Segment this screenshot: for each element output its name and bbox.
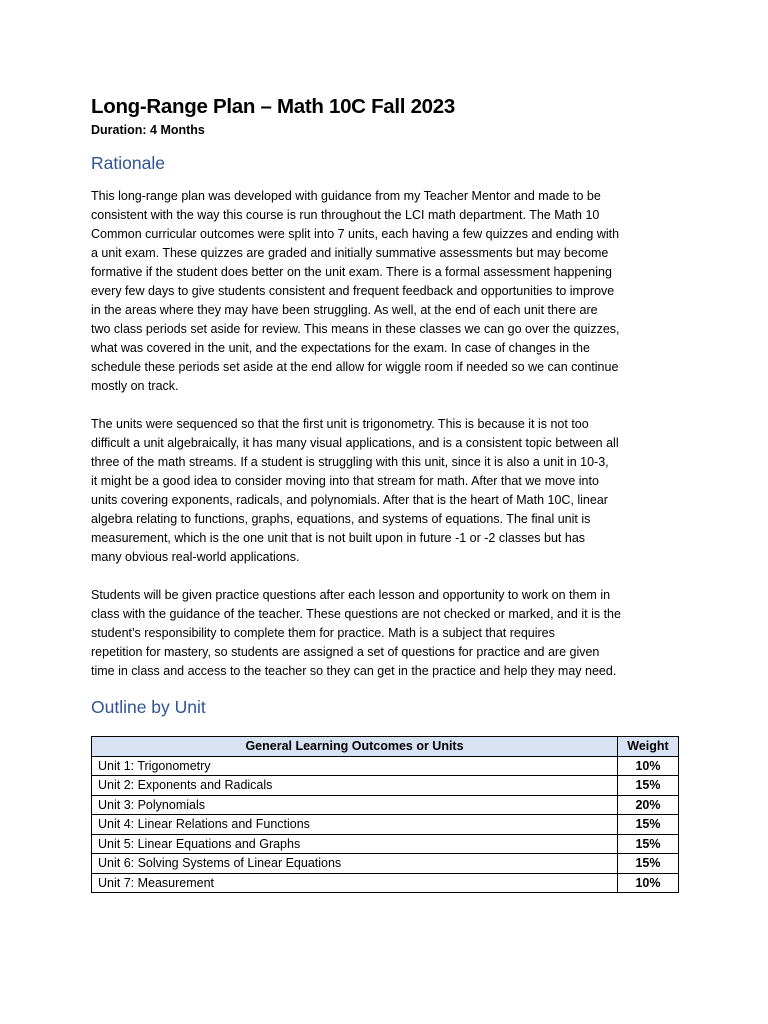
unit-name-cell: Unit 4: Linear Relations and Functions xyxy=(92,815,618,835)
unit-weight-cell: 10% xyxy=(618,873,679,893)
paragraph-line: two class periods set aside for review. This means in these classes we can go over the quizzes, xyxy=(91,322,620,336)
document-page xyxy=(91,94,681,893)
unit-name-cell: Unit 1: Trigonometry xyxy=(92,756,618,776)
outline-heading: Outline by Unit xyxy=(91,697,206,717)
table-row xyxy=(92,756,679,776)
paragraph-line: in the areas where they may have been struggling. As well, at the end of each unit there are xyxy=(91,303,598,317)
paragraph-line: time in class and access to the teacher so they can get in the practice and help they may need. xyxy=(91,664,617,678)
unit-name-cell: Unit 7: Measurement xyxy=(92,873,618,893)
paragraph-line: Common curricular outcomes were split into 7 units, each having a few quizzes and ending with xyxy=(91,227,620,241)
document-duration: Duration: 4 Months xyxy=(91,123,205,137)
paragraph-line: every few days to give students consistent and frequent feedback and opportunities to improve xyxy=(91,284,615,298)
unit-name-cell: Unit 5: Linear Equations and Graphs xyxy=(92,834,618,854)
unit-weight-cell: 10% xyxy=(618,756,679,776)
paragraph-line: This long-range plan was developed with guidance from my Teacher Mentor and made to be xyxy=(91,189,601,203)
unit-weight-cell: 15% xyxy=(618,815,679,835)
table-row xyxy=(92,815,679,835)
table-row xyxy=(92,854,679,874)
table-row xyxy=(92,776,679,796)
unit-name-cell: Unit 2: Exponents and Radicals xyxy=(92,776,618,796)
paragraph-line: mostly on track. xyxy=(91,379,179,393)
unit-weight-cell: 15% xyxy=(618,776,679,796)
rationale-paragraph-2 xyxy=(91,415,681,567)
paragraph-line: a unit exam. These quizzes are graded and initially summative assessments but may become xyxy=(91,246,609,260)
paragraph-line: measurement, which is the one unit that is not built upon in future -1 or -2 classes but has xyxy=(91,531,586,545)
paragraph-line: algebra relating to functions, graphs, equations, and systems of equations. The final unit is xyxy=(91,512,591,526)
outcomes-table xyxy=(91,736,679,893)
paragraph-line: class with the guidance of the teacher. These questions are not checked or marked, and it is the xyxy=(91,607,621,621)
paragraph-line: it might be a good idea to consider moving into that stream for math. After that we move into xyxy=(91,474,599,488)
unit-name-cell: Unit 3: Polynomials xyxy=(92,795,618,815)
paragraph-line: Students will be given practice questions after each lesson and opportunity to work on them in xyxy=(91,588,611,602)
table-row xyxy=(92,795,679,815)
table-header-row xyxy=(92,737,679,757)
column-header-weight: Weight xyxy=(618,737,679,757)
paragraph-line: student’s responsibility to complete them for practice. Math is a subject that requires xyxy=(91,626,555,640)
table-row xyxy=(92,873,679,893)
paragraph-line: units covering exponents, radicals, and polynomials. After that is the heart of Math 10C, linear xyxy=(91,493,608,507)
rationale-heading: Rationale xyxy=(91,153,165,173)
paragraph-line: The units were sequenced so that the first unit is trigonometry. This is because it is not too xyxy=(91,417,589,431)
paragraph-line: consistent with the way this course is run throughout the LCI math department. The Math 10 xyxy=(91,208,600,222)
unit-name-cell: Unit 6: Solving Systems of Linear Equations xyxy=(92,854,618,874)
document-title: Long-Range Plan – Math 10C Fall 2023 xyxy=(91,95,455,118)
rationale-paragraph-3 xyxy=(91,586,681,681)
paragraph-line: three of the math streams. If a student is struggling with this unit, since it is also a unit in 10-3, xyxy=(91,455,609,469)
unit-weight-cell: 20% xyxy=(618,795,679,815)
paragraph-line: schedule these periods set aside at the end allow for wiggle room if needed so we can continue xyxy=(91,360,619,374)
paragraph-line: formative if the student does better on the unit exam. There is a formal assessment happening xyxy=(91,265,612,279)
paragraph-line: many obvious real-world applications. xyxy=(91,550,300,564)
unit-weight-cell: 15% xyxy=(618,854,679,874)
paragraph-line: difficult a unit algebraically, it has many visual applications, and is a consistent topic between all xyxy=(91,436,619,450)
paragraph-line: repetition for mastery, so students are assigned a set of questions for practice and are given xyxy=(91,645,600,659)
table-row xyxy=(92,834,679,854)
unit-weight-cell: 15% xyxy=(618,834,679,854)
paragraph-line: what was covered in the unit, and the expectations for the exam. In case of changes in the xyxy=(91,341,590,355)
column-header-outcomes: General Learning Outcomes or Units xyxy=(92,737,618,757)
rationale-paragraph-1 xyxy=(91,187,681,396)
